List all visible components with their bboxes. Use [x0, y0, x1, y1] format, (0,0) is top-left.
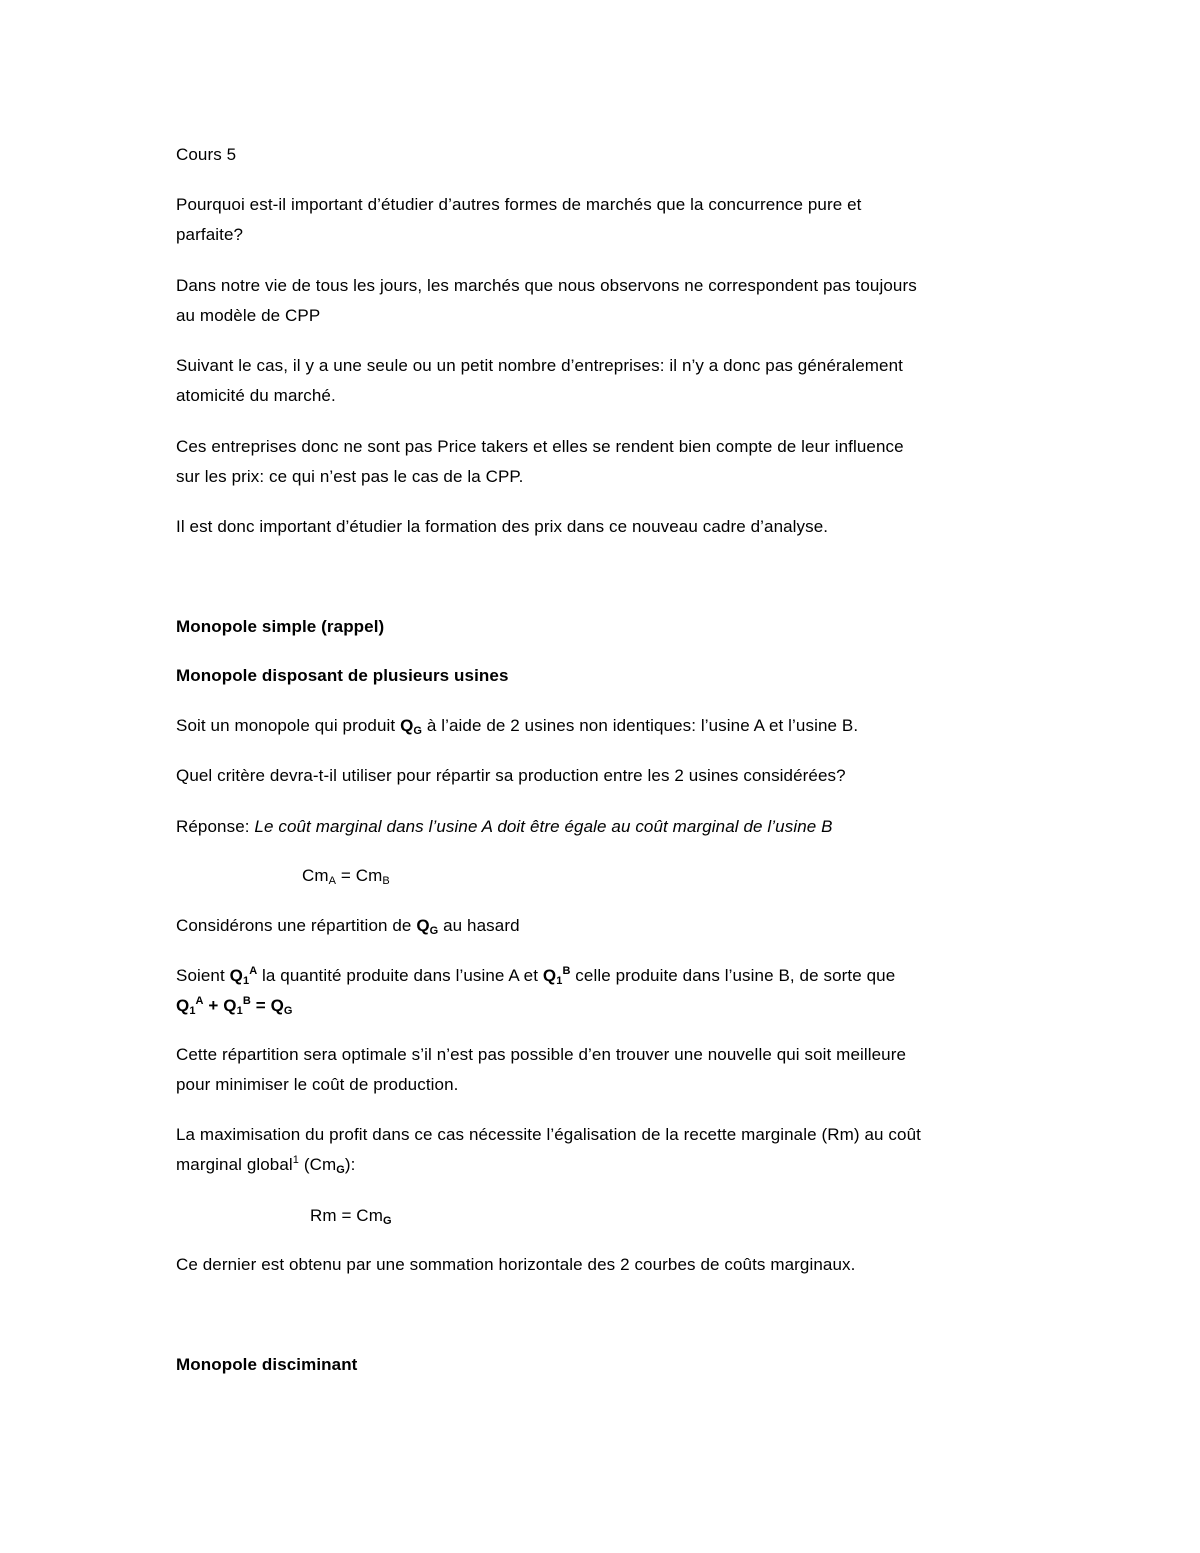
text-fragment: ): [344, 1155, 356, 1174]
q-letter: Q [176, 996, 190, 1015]
superscript: A [249, 965, 258, 977]
sentence-considerons [176, 916, 520, 936]
sentence-repartition-optimale-line-1: Cette répartition sera optimale s’il n’est pas possible d’en trouver une nouvelle qui soit meilleure [176, 1045, 907, 1064]
eq-cm: Cm [302, 866, 329, 885]
subscript: G [429, 925, 439, 937]
intro-paragraph-4: Il est donc important d’étudier la formation des prix dans ce nouveau cadre d’analyse. [176, 517, 829, 536]
qg-symbol [400, 716, 422, 735]
subscript: 1 [556, 975, 563, 987]
subscript: 1 [189, 1005, 196, 1017]
equation-rm-cmg [310, 1206, 392, 1226]
plus-sign: + [203, 996, 224, 1015]
qg-symbol [416, 916, 438, 935]
subscript: G [336, 1164, 345, 1176]
equation-cma-cmb [302, 866, 390, 886]
q-letter: Q [270, 996, 284, 1015]
text-fragment: Considérons une répartition de [176, 916, 417, 935]
text-fragment: au hasard [438, 916, 520, 935]
footnote-marker: 1 [292, 1154, 300, 1166]
text-fragment: (Cm [299, 1155, 337, 1174]
reponse-answer: Le coût marginal dans l’usine A doit être égale au coût marginal de l’usine B [254, 817, 833, 836]
text-fragment: la quantité produite dans l’usine A et [257, 966, 543, 985]
sentence-maximisation-line-1: La maximisation du profit dans ce cas nécessite l’égalisation de la recette marginale (Rm) au coût [176, 1125, 921, 1144]
eq-mid: = Cm [336, 866, 383, 885]
q-letter: Q [542, 966, 557, 985]
q-letter: Q [229, 966, 243, 985]
intro-question-line-2: parfaite? [176, 225, 244, 244]
intro-paragraph-1-line-2: au modèle de CPP [176, 306, 321, 325]
subscript: G [382, 1215, 392, 1227]
intro-paragraph-1-line-1: Dans notre vie de tous les jours, les marchés que nous observons ne correspondent pas toujours [176, 276, 917, 295]
sentence-quel-critere: Quel critère devra-t-il utiliser pour répartir sa production entre les 2 usines considérées? [176, 766, 846, 785]
sentence-reponse [176, 817, 833, 837]
eq-text: Rm = Cm [310, 1206, 383, 1225]
intro-paragraph-2-line-1: Suivant le cas, il y a une seule ou un petit nombre d’entreprises: il n’y a donc pas généralement [176, 356, 903, 375]
intro-paragraph-3-line-2: sur les prix: ce qui n’est pas le cas de la CPP. [176, 467, 524, 486]
subscript: 1 [242, 975, 250, 987]
text-fragment: à l’aide de 2 usines non identiques: l’usine A et l’usine B. [422, 716, 859, 735]
subscript: G [283, 1005, 293, 1017]
q-letter: Q [400, 716, 414, 735]
sentence-maximisation-line-2 [176, 1155, 356, 1175]
section-heading-monopole-simple: Monopole simple (rappel) [176, 617, 385, 636]
sentence-soient [176, 966, 895, 986]
q-letter: Q [416, 916, 430, 935]
q-letter: Q [223, 996, 237, 1015]
document-title: Cours 5 [176, 145, 237, 164]
subscript-a: A [328, 875, 337, 887]
sentence-repartition-optimale-line-2: pour minimiser le coût de production. [176, 1075, 459, 1094]
subscript: 1 [236, 1005, 243, 1017]
sentence-soit-un-monopole [176, 716, 858, 736]
text-fragment: celle produite dans l’usine B, de sorte que [570, 966, 896, 985]
text-fragment: Soit un monopole qui produit [176, 716, 401, 735]
sentence-sommation-horizontale: Ce dernier est obtenu par une sommation horizontale des 2 courbes de coûts marginaux. [176, 1255, 856, 1274]
intro-question-line-1: Pourquoi est-il important d’étudier d’autres formes de marchés que la concurrence pure et [176, 195, 862, 214]
q1b-symbol [543, 966, 571, 985]
text-fragment: Soient [176, 966, 230, 985]
superscript: B [242, 995, 251, 1007]
section-heading-monopole-discriminant: Monopole disciminant [176, 1355, 358, 1374]
text-fragment: marginal global [176, 1155, 293, 1174]
subscript: G [413, 725, 423, 737]
subscript-b: B [382, 875, 390, 887]
q1a-symbol [230, 966, 258, 985]
intro-paragraph-2-line-2: atomicité du marché. [176, 386, 336, 405]
superscript: B [562, 965, 571, 977]
equals-sign: = [250, 996, 271, 1015]
reponse-label: Réponse: [176, 817, 255, 836]
equation-q1a-plus-q1b [176, 996, 293, 1016]
intro-paragraph-3-line-1: Ces entreprises donc ne sont pas Price takers et elles se rendent bien compte de leur influence [176, 437, 904, 456]
section-heading-plusieurs-usines: Monopole disposant de plusieurs usines [176, 666, 509, 685]
superscript: A [195, 995, 204, 1007]
